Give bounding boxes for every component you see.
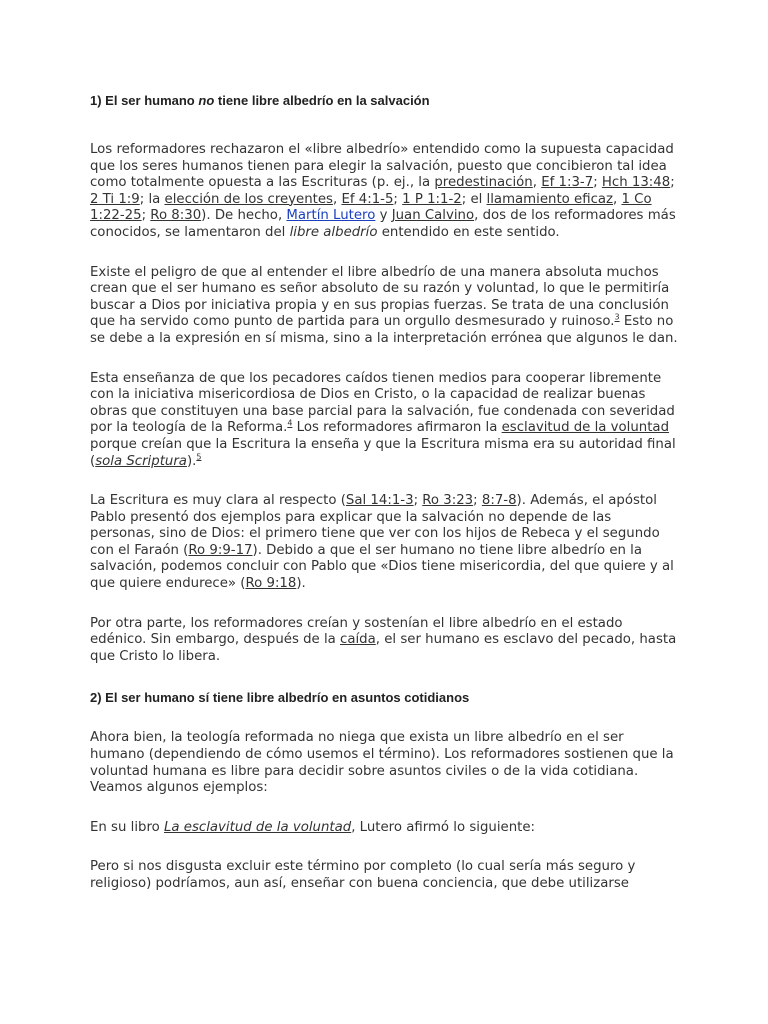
link-llamamiento-eficaz[interactable]: llamamiento eficaz	[486, 191, 614, 207]
link-1-co-1-22-25[interactable]: 1 Co 1:22-25	[90, 191, 652, 224]
paragraph-8: Pero si nos disgusta excluir este término por completo (lo cual sería más seguro y religioso) podríamos, aun así, enseñar con buena conciencia, que debe utilizarse	[90, 859, 636, 891]
paragraph-5: Por otra parte, los reformadores creían y sostenían el libre albedrío en el estado edénico. Sin embargo, después de la caída, el ser humano es esclavo del pecado, hasta que Cristo lo libera.	[90, 615, 677, 664]
link-eleccion-creyentes[interactable]: elección de los creyentes	[164, 191, 333, 207]
article-body	[90, 92, 680, 893]
link-ef-4-1-5[interactable]: Ef 4:1-5	[341, 191, 394, 207]
paragraph-1: Los reformadores rechazaron el «libre albedrío» entendido como la supuesta capacidad que los seres humanos tienen para elegir la salvación, puesto que concibieron tal idea como totalmente opuesta a las Escrituras (p. ej., la predestinación, Ef 1:3-7; Hch 13:48; 2 Ti 1:9; la elección de los creyentes, Ef 4:1-5; 1 P 1:1-2; el llamamiento eficaz, 1 Co 1:22-25; Ro 8:30). De hecho, Martín Lutero y Juan Calvino, dos de los reformadores más conocidos, se lamentaron del libre albedrío entendido en este sentido.	[90, 142, 676, 240]
link-ro-9-9-17[interactable]: Ro 9:9-17	[188, 542, 253, 558]
footnote-5[interactable]: 5	[196, 452, 202, 462]
link-ro-9-18[interactable]: Ro 9:18	[245, 576, 297, 592]
link-sola-scriptura[interactable]: sola Scriptura	[95, 453, 187, 469]
paragraph-7: En su libro La esclavitud de la voluntad, Lutero afirmó lo siguiente:	[90, 819, 535, 835]
link-juan-calvino[interactable]: Juan Calvino	[391, 208, 475, 224]
paragraph-6: Ahora bien, la teología reformada no niega que exista un libre albedrío en el ser humano (dependiendo de cómo usemos el término). Los reformadores sostienen que la voluntad humana es libre para decidir sobre asuntos civiles o de la vida cotidiana. Veamos algunos ejemplos:	[90, 730, 674, 796]
link-martin-lutero[interactable]: Martín Lutero	[286, 208, 376, 224]
paragraph-2: Existe el peligro de que al entender el libre albedrío de una manera absoluta muchos crean que el ser humano es señor absoluto de su razón y voluntad, lo que le permitiría buscar a Dios por iniciativa propia y en sus propias fuerzas. Se trata de una conclusión que ha servido como punto de partida para un orgullo desmesurado y ruinoso.$^3$ Esto no se debe a la expresión en sí misma, sino a la interpretación errónea que algunos le dan.	[90, 264, 678, 346]
link-ro-3-23[interactable]: Ro 3:23	[422, 493, 474, 509]
link-1-p-1-1-2[interactable]: 1 P 1:1-2	[402, 191, 462, 207]
link-predestinacion[interactable]: predestinación	[434, 175, 533, 191]
link-hch-13-48[interactable]: Hch 13:48	[601, 175, 671, 191]
link-esclavitud-voluntad[interactable]: esclavitud de la voluntad	[501, 420, 670, 436]
link-sal-14-1-3[interactable]: Sal 14:1-3	[345, 493, 414, 509]
link-la-esclavitud-de-la-voluntad[interactable]: La esclavitud de la voluntad	[164, 819, 352, 835]
link-ro-8-30[interactable]: Ro 8:30	[150, 208, 202, 224]
paragraph-4: La Escritura es muy clara al respecto (Sal 14:1-3; Ro 3:23; 8:7-8). Además, el apóstol Pablo presentó dos ejemplos para explicar que la salvación no depende de las personas, sino de Dios: el primero tiene que ver con los hijos de Rebeca y el segundo con el Faraón (Ro 9:9-17). Debido a que el ser humano no tiene libre albedrío en la salvación, podemos concluir con Pablo que «Dios tiene misericordia, del que quiere y al que quiere endurece» (Ro 9:18).	[90, 493, 674, 592]
section-heading-1: 1) El ser humano no tiene libre albedrío en la salvación	[90, 93, 430, 108]
footnote-3[interactable]: 3	[614, 312, 620, 322]
section-heading-2: 2) El ser humano sí tiene libre albedrío en asuntos cotidianos	[90, 690, 470, 706]
link-8-7-8[interactable]: 8:7-8	[481, 493, 517, 509]
paragraph-3: Esta enseñanza de que los pecadores caídos tienen medios para cooperar libremente con la iniciativa misericordiosa de Dios en Cristo, o la capacidad de realizar buenas obras que constituyen una base parcial para la salvación, fue condenada con severidad por la teología de la Reforma.$^4$ Los reformadores afirmaron la esclavitud de la voluntad porque creían que la Escritura la enseña y que la Escritura misma era su autoridad final (sola Scriptura).$^5$	[90, 370, 676, 469]
link-caida[interactable]: caída	[340, 632, 376, 648]
footnote-4[interactable]: 4	[287, 418, 293, 428]
link-2-ti-1-9[interactable]: 2 Ti 1:9	[90, 191, 140, 207]
link-ef-1-3-7[interactable]: Ef 1:3-7	[541, 175, 594, 191]
